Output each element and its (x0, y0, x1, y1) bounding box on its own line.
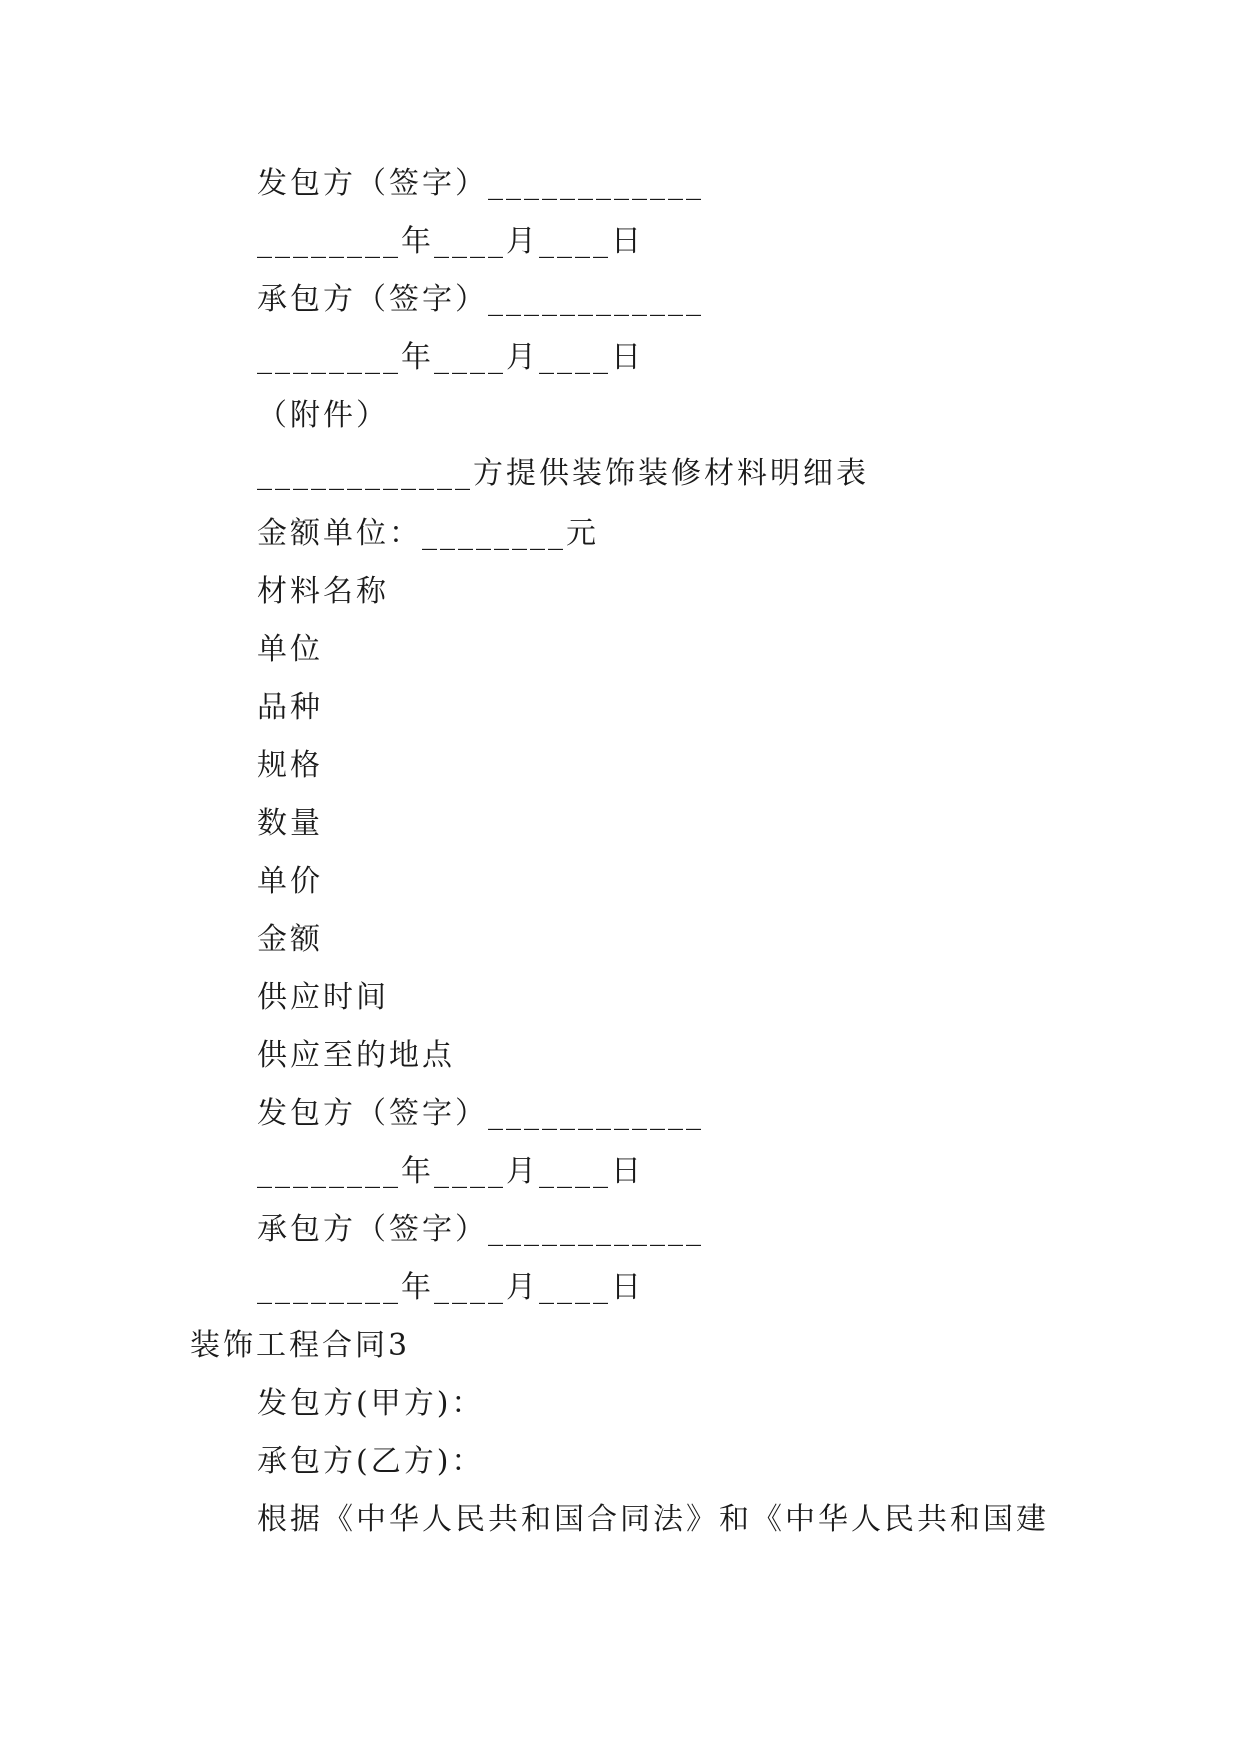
contract-heading: 装饰工程合同3 (190, 1328, 411, 1363)
field-amount: 金额 (257, 922, 323, 957)
materials-table-title: ____________方提供装饰装修材料明细表 (257, 456, 869, 491)
party-b-signature-line: 承包方（签字）____________ (257, 1212, 704, 1247)
body-paragraph: 根据《中华人民共和国合同法》和《中华人民共和国建 (257, 1502, 1049, 1537)
amount-unit-line: 金额单位：________元 (257, 516, 599, 551)
field-unit: 单位 (257, 632, 323, 667)
date-line: ________年____月____日 (257, 340, 644, 375)
field-material-name: 材料名称 (257, 574, 389, 609)
party-a-label: 发包方(甲方)： (257, 1386, 485, 1421)
attachment-label: （附件） (257, 398, 389, 433)
date-line: ________年____月____日 (257, 1270, 644, 1305)
date-line: ________年____月____日 (257, 1154, 644, 1189)
field-supply-time: 供应时间 (257, 980, 389, 1015)
party-a-signature-line: 发包方（签字）____________ (257, 166, 704, 201)
field-supply-location: 供应至的地点 (257, 1038, 455, 1073)
party-a-signature-line: 发包方（签字）____________ (257, 1096, 704, 1131)
field-unit-price: 单价 (257, 864, 323, 899)
date-line: ________年____月____日 (257, 224, 644, 259)
field-specification: 规格 (257, 748, 323, 783)
field-quantity: 数量 (257, 806, 323, 841)
field-variety: 品种 (257, 690, 323, 725)
party-b-signature-line: 承包方（签字）____________ (257, 282, 704, 317)
party-b-label: 承包方(乙方)： (257, 1444, 485, 1479)
